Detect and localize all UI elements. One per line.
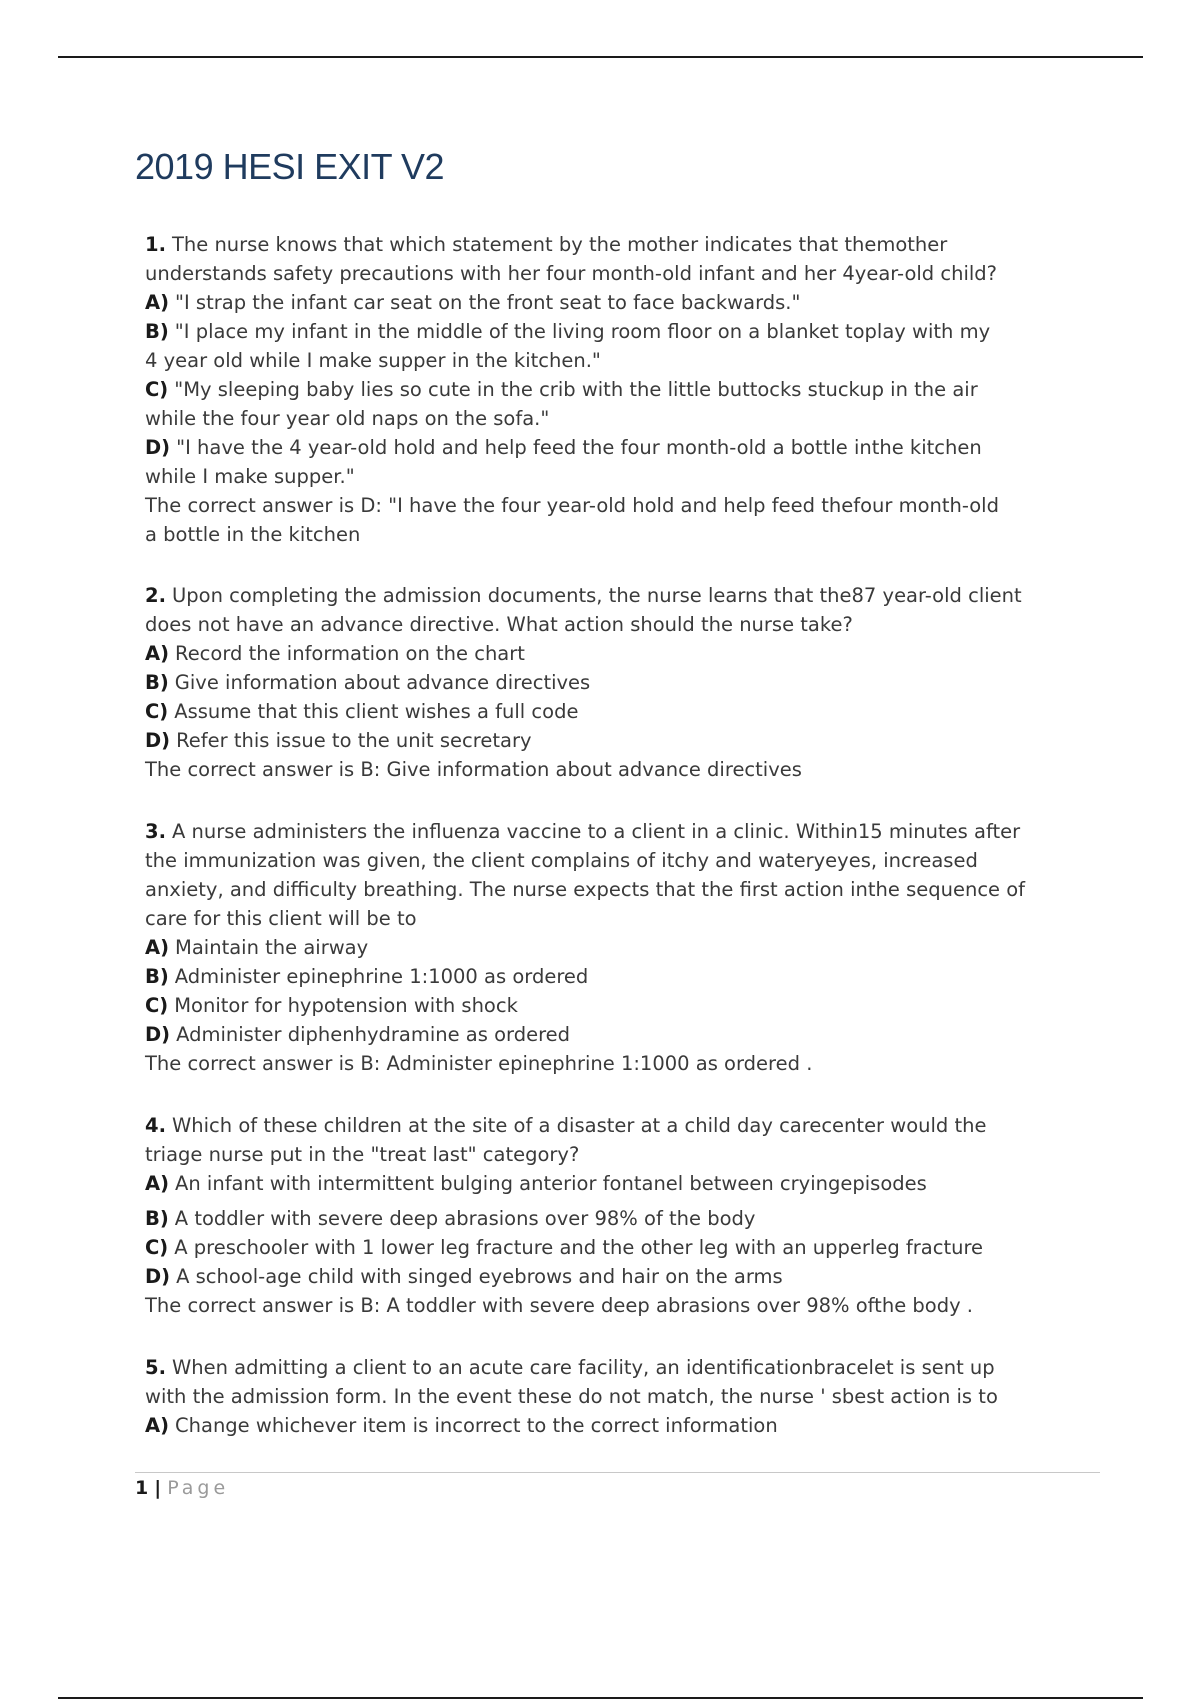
option-d: D) Administer diphenhydramine as ordered (145, 1023, 571, 1046)
question-number: 4. (145, 1114, 166, 1137)
option-a: A) Record the information on the chart (145, 642, 525, 665)
option-a: A) Change whichever item is incorrect to the correct information (145, 1414, 778, 1437)
page-separator: | (154, 1477, 162, 1499)
question-1: 1. The nurse knows that which statement by the mother indicates that themother understands safety precautions with her four month-old infant and her 4year-old child? A) "I strap the infant car seat on the front seat to face backwards." B) "I place my infant in the middle of the living room floor on a blanket toplay with my 4 year old while I make supper in the kitchen." C) "My sleeping baby lies so cute in the crib with the little buttocks stuckup in the air while the four year old naps on the sofa." D) "I have the 4 year-old hold and help feed the four month-old a bottle inthe kitchen while I make supper." The correct answer is D: "I have the four year-old hold and help feed thefour month-old a bottle in the kitchen (145, 230, 1045, 549)
question-stem: 5. When admitting a client to an acute care facility, an identificationbracelet is sent up (145, 1356, 995, 1379)
option-c: C) Monitor for hypotension with shock (145, 994, 518, 1017)
document-title: 2019 HESI EXIT V2 (135, 146, 445, 187)
option-b: B) A toddler with severe deep abrasions over 98% of the body (145, 1207, 756, 1230)
option-b: B) "I place my infant in the middle of the living room floor on a blanket toplay with my (145, 320, 991, 343)
correct-answer: The correct answer is B: A toddler with severe deep abrasions over 98% ofthe body . (145, 1294, 974, 1317)
option-c: C) A preschooler with 1 lower leg fracture and the other leg with an upperleg fracture (145, 1236, 984, 1259)
question-number: 1. (145, 233, 166, 256)
correct-answer: The correct answer is D: "I have the four year-old hold and help feed thefour month-old (145, 494, 999, 517)
option-a: A) "I strap the infant car seat on the front seat to face backwards." (145, 291, 801, 314)
option-d: D) Refer this issue to the unit secretary (145, 729, 532, 752)
page-footer (135, 1474, 229, 1502)
correct-answer: The correct answer is B: Give information about advance directives (145, 758, 802, 781)
correct-answer: The correct answer is B: Administer epinephrine 1:1000 as ordered . (145, 1052, 813, 1075)
question-3: 3. A nurse administers the influenza vaccine to a client in a clinic. Within15 minutes after the immunization was given, the client complains of itchy and wateryeyes, increased anxiety, and difficulty breathing. The nurse expects that the first action inthe sequence of care for this client will be to A) Maintain the airway B) Administer epinephrine 1:1000 as ordered C) Monitor for hypotension with shock D) Administer diphenhydramine as ordered The correct answer is B: Administer epinephrine 1:1000 as ordered . (145, 817, 1045, 1078)
footer-rule (135, 1472, 1100, 1473)
option-c: C) Assume that this client wishes a full code (145, 700, 579, 723)
question-5: 5. When admitting a client to an acute care facility, an identificationbracelet is sent up with the admission form. In the event these do not match, the nurse ' sbest action is to A) Change whichever item is incorrect to the correct information (145, 1353, 1045, 1440)
page-label: Page (167, 1477, 230, 1499)
question-2: 2. Upon completing the admission documents, the nurse learns that the87 year-old client does not have an advance directive. What action should the nurse take? A) Record the information on the chart B) Give information about advance directives C) Assume that this client wishes a full code D) Refer this issue to the unit secretary The correct answer is B: Give information about advance directives (145, 581, 1045, 784)
question-number: 2. (145, 584, 166, 607)
option-d: D) A school-age child with singed eyebrows and hair on the arms (145, 1265, 783, 1288)
question-stem: 1. The nurse knows that which statement by the mother indicates that themother (145, 233, 948, 256)
option-a: A) Maintain the airway (145, 936, 369, 959)
page-number: 1 (135, 1477, 149, 1499)
top-rule (58, 56, 1143, 58)
option-b: B) Administer epinephrine 1:1000 as ordered (145, 965, 589, 988)
question-stem: 3. A nurse administers the influenza vaccine to a client in a clinic. Within15 minutes after (145, 820, 1021, 843)
bottom-rule (58, 1697, 1143, 1699)
question-number: 3. (145, 820, 166, 843)
option-d: D) "I have the 4 year-old hold and help feed the four month-old a bottle inthe kitchen (145, 436, 982, 459)
question-4: 4. Which of these children at the site of a disaster at a child day carecenter would the triage nurse put in the "treat last" category? A) An infant with intermittent bulging anterior fontanel between cryingepisodes B) A toddler with severe deep abrasions over 98% of the body C) A preschooler with 1 lower leg fracture and the other leg with an upperleg fracture D) A school-age child with singed eyebrows and hair on the arms The correct answer is B: A toddler with severe deep abrasions over 98% ofthe body . (145, 1111, 1045, 1320)
option-c: C) "My sleeping baby lies so cute in the crib with the little buttocks stuckup in the air (145, 378, 978, 401)
question-stem: 4. Which of these children at the site of a disaster at a child day carecenter would the (145, 1114, 987, 1137)
question-number: 5. (145, 1356, 166, 1379)
option-b: B) Give information about advance directives (145, 671, 591, 694)
option-a: A) An infant with intermittent bulging anterior fontanel between cryingepisodes (145, 1172, 927, 1195)
question-stem: 2. Upon completing the admission documents, the nurse learns that the87 year-old client (145, 584, 1022, 607)
